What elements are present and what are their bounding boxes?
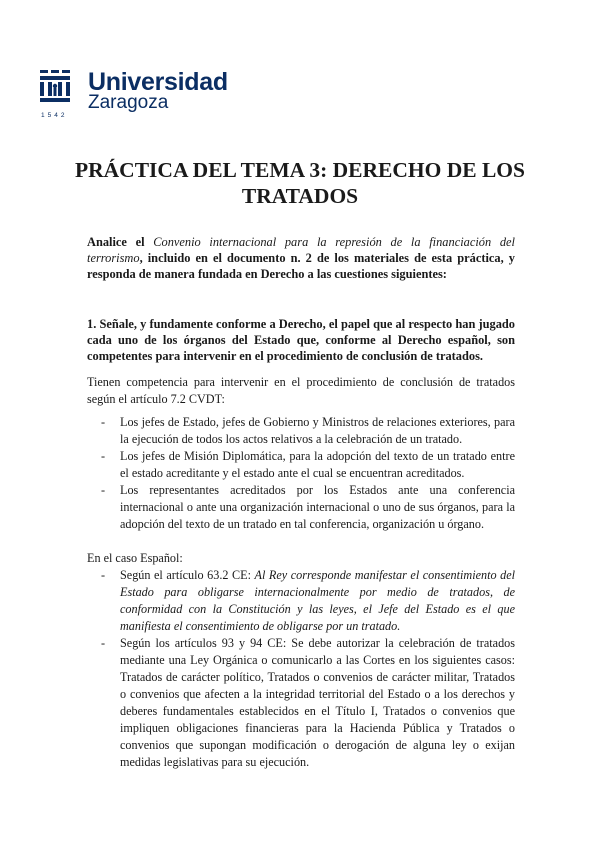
intro-lead: Analice el [87, 235, 145, 249]
list-item: - Según el artículo 63.2 CE: Al Rey corresponde manifestar el consentimiento del Estado para obligarse internacionalmente por medio de tratados, de conformidad con la Constitución y las leyes, el Jefe del Estado es el que manifiesta el consentimiento de obligarse por un tratado. [101, 568, 515, 633]
dash-bullet: - [101, 636, 106, 650]
intro-document-title: Convenio internacional para la represión de la financiación del terrorismo [87, 235, 515, 265]
list-item: - Según los artículos 93 y 94 CE: Se debe autorizar la celebración de tratados mediante una Ley Orgánica o comunicarlo a las Cortes en los siguientes casos: Tratados de carácter político, Tratados o convenios de carácter militar, Tratados o convenios que afecten a la integridad territorial del Estado o a los derechos y deberes fundamentales establecidos en el Título I, Tratados o convenios que impliquen obligaciones financieras para la Hacienda Pública y Tratados o convenios que supongan modificación o derogación de alguna ley o exijan medidas legislativas para su ejecución. [101, 636, 515, 769]
intro-rest: , incluido en el documento n. 2 de los materiales de esta práctica, y responda de manera fundada en Derecho a las cuestiones siguientes: [87, 251, 515, 281]
university-crest-icon [38, 68, 84, 116]
logo-name: Universidad [88, 68, 228, 96]
spain-intro: En el caso Español: [87, 551, 183, 565]
dash-bullet: - [101, 568, 106, 582]
logo-city: Zaragoza [88, 92, 169, 113]
intro-paragraph [87, 234, 515, 282]
constitution-quote: Al Rey corresponde manifestar el consentimiento del Estado para obligarse internacionalmente por medio de tratados, de conformidad con la Constitución y las leyes, el Jefe del Estado es el que manifiesta el consentimiento de obligarse por un tratado. [120, 568, 515, 633]
dash-bullet: - [101, 483, 106, 497]
list-item: - Los jefes de Misión Diplomática, para la adopción del texto de un tratado entre el estado acreditante y el estado ante el cual se encuentran acreditados. [101, 449, 515, 480]
list-item: - Los jefes de Estado, jefes de Gobierno y Ministros de relaciones exteriores, para la ejecución de todos los actos relativos a la celebración de un tratado. [101, 415, 515, 446]
dash-bullet: - [101, 449, 106, 463]
page-title: PRÁCTICA DEL TEMA 3: DERECHO DE LOS TRATADOS [75, 158, 525, 208]
logo-year: 1542 [41, 112, 68, 119]
spain-list [87, 567, 515, 771]
dash-bullet: - [101, 415, 106, 429]
list-item: - Los representantes acreditados por los Estados ante una conferencia internacional o ante una organización internacional o uno de sus órganos, para la adopción del texto de un tratado en tal conferencia, organización u órgano. [101, 483, 515, 531]
cvdt-list [87, 414, 515, 533]
answer-intro: Tienen competencia para intervenir en el procedimiento de conclusión de tratados según el artículo 7.2 CVDT: [87, 375, 515, 406]
question-1: 1. Señale, y fundamente conforme a Derecho, el papel que al respecto han jugado cada uno de los órganos del Estado que, conforme al Derecho español, son competentes para intervenir en el procedimiento de conclusión de tratados. [87, 317, 515, 363]
university-logo [38, 68, 228, 128]
